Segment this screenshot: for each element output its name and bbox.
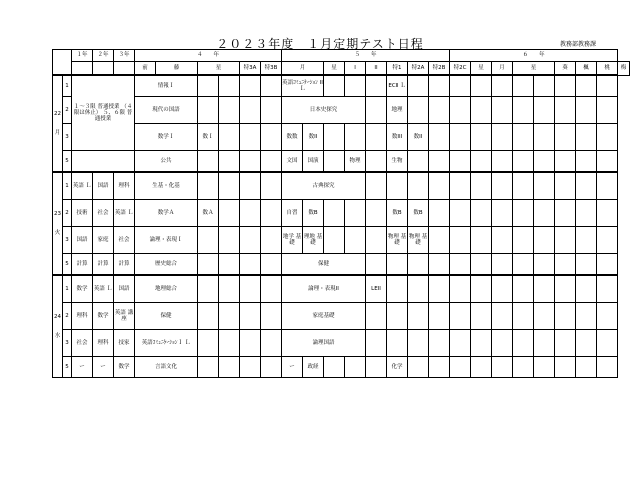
department-label: 教務部教務課 <box>560 41 597 48</box>
cell: 数B <box>387 200 408 227</box>
class-header: 月 <box>492 62 513 76</box>
cell: 日本史探究 <box>282 97 366 124</box>
cell: 数学Ｉ <box>135 124 198 151</box>
day-label: 24 水 <box>53 275 63 378</box>
cell: 英語 Ｌ <box>114 200 135 227</box>
header-row-classes <box>53 62 630 76</box>
cell: 自習 <box>282 200 303 227</box>
cell: 英語ｺﾐｭﾆｹｰｼｮﾝ II Ｌ <box>282 75 324 97</box>
cell: 保健 <box>135 303 198 330</box>
table-row <box>53 124 630 151</box>
class-header-blank <box>93 62 114 76</box>
table-row <box>53 200 630 227</box>
cell: 論理国語 <box>282 330 366 357</box>
cell: 計算 <box>93 254 114 276</box>
grade2-header: ２年 <box>93 50 114 62</box>
grade4-header: ４ 年 <box>135 50 282 62</box>
cell: 歴史総合 <box>135 254 198 276</box>
grade3-header: ３年 <box>114 50 135 62</box>
class-header: 特2C <box>450 62 471 76</box>
cell: ECⅡ Ｌ <box>387 75 408 97</box>
grade5-header: ５ 年 <box>282 50 450 62</box>
cell: 政経 <box>303 357 324 378</box>
period-label: 2 <box>63 200 72 227</box>
cell: 古典探究 <box>282 172 366 200</box>
corner-cell <box>53 50 72 76</box>
cell: 数学 <box>72 275 93 303</box>
period-label: 3 <box>63 330 72 357</box>
cell: 国語 <box>114 275 135 303</box>
cell: 国語 <box>72 227 93 254</box>
table-row <box>53 97 630 124</box>
cell: 文国 <box>282 151 303 173</box>
schedule-table <box>52 49 630 378</box>
class-header: 特2B <box>429 62 450 76</box>
cell: 論理・表現II <box>282 275 366 303</box>
class-header: 星 <box>513 62 555 76</box>
table-row <box>53 227 630 254</box>
cell: 理地 基礎 <box>303 227 324 254</box>
cell: 家庭基礎 <box>282 303 366 330</box>
class-header-blank <box>114 62 135 76</box>
cell: 数学 <box>93 303 114 330</box>
table-row <box>53 303 630 330</box>
cell: 理科 <box>72 303 93 330</box>
cell: 技家 <box>114 330 135 357</box>
cell: 技術 <box>72 200 93 227</box>
cell: 社会 <box>72 330 93 357</box>
cell: 生物 <box>387 151 408 173</box>
cell: 計算 <box>114 254 135 276</box>
class-header: 特2A <box>408 62 429 76</box>
class-header: 楓 <box>576 62 597 76</box>
grade1-header: １年 <box>72 50 93 62</box>
class-header: 星 <box>198 62 240 76</box>
class-header-blank <box>72 62 93 76</box>
cell: 保健 <box>282 254 366 276</box>
cell: 数Ａ <box>198 200 219 227</box>
class-header: 月 <box>282 62 324 76</box>
table-row <box>53 275 630 303</box>
day-label: 22 月 <box>53 75 63 172</box>
cell: 地学 基礎 <box>282 227 303 254</box>
class-header: 特1 <box>387 62 408 76</box>
table-row <box>53 151 630 173</box>
cell: 社会 <box>93 200 114 227</box>
table-row <box>53 75 630 97</box>
class-header: 桃 <box>597 62 618 76</box>
period-label: 2 <box>63 303 72 330</box>
cell: 公共 <box>135 151 198 173</box>
cell: ー <box>93 357 114 378</box>
class-header: 藤 <box>156 62 198 76</box>
class-header: 梅 <box>618 62 630 76</box>
day-label: 23 火 <box>53 172 63 275</box>
cell: 数B <box>303 200 324 227</box>
period-label: 3 <box>63 124 72 151</box>
period-label: 2 <box>63 97 72 124</box>
period-label: 1 <box>63 75 72 97</box>
grade6-header: ６ 年 <box>450 50 618 62</box>
cell: 物理 <box>345 151 366 173</box>
header-row-grades <box>53 50 630 62</box>
cell: ー <box>72 357 93 378</box>
cell: 数B <box>408 200 429 227</box>
cell: 数学Ａ <box>135 200 198 227</box>
cell: 地理 <box>387 97 408 124</box>
table-row <box>53 330 630 357</box>
cell: 国演 <box>303 151 324 173</box>
cell: 理科 <box>93 330 114 357</box>
cell: 社会 <box>114 227 135 254</box>
cell: 数数 <box>282 124 303 151</box>
cell: 数II <box>408 124 429 151</box>
cell: 英語 講座 <box>114 303 135 330</box>
period-label: 1 <box>63 172 72 200</box>
class-header: 星 <box>471 62 492 76</box>
table-row <box>53 254 630 276</box>
period-label: 5 <box>63 357 72 378</box>
period-label: 5 <box>63 254 72 276</box>
cell: LEII <box>366 275 387 303</box>
cell: 生基・化基 <box>135 172 198 200</box>
cell: 物理 基礎 <box>387 227 408 254</box>
class-header: I <box>345 62 366 76</box>
cell: 論理・表現Ｉ <box>135 227 198 254</box>
class-header: 特3B <box>261 62 282 76</box>
period-label: 3 <box>63 227 72 254</box>
cell: 物理 基礎 <box>408 227 429 254</box>
class-header: 葵 <box>555 62 576 76</box>
cell: 化学 <box>387 357 408 378</box>
class-header: 星 <box>324 62 345 76</box>
class-header: 特3A <box>240 62 261 76</box>
class-header: 前 <box>135 62 156 76</box>
cell: 情報Ｉ <box>135 75 198 97</box>
junior-note: １～３限 普通授業 （４限は休止） ５、６限 普通授業 <box>72 75 135 151</box>
cell: 地理総合 <box>135 275 198 303</box>
table-row <box>53 357 630 378</box>
cell: ー <box>282 357 303 378</box>
table-row <box>53 172 630 200</box>
cell: 現代の国語 <box>135 97 198 124</box>
cell: 英語ｺﾐｭﾆｹｰｼｮﾝＩ Ｌ <box>135 330 198 357</box>
cell: 国語 <box>93 172 114 200</box>
cell: 英語 Ｌ <box>72 172 93 200</box>
cell: 理科 <box>114 172 135 200</box>
cell: 数II <box>303 124 324 151</box>
page-title: ２０２３年度 １月定期テスト日程 <box>216 37 424 51</box>
period-label: 5 <box>63 151 72 173</box>
cell: 英語 Ｌ <box>93 275 114 303</box>
cell: 計算 <box>72 254 93 276</box>
cell: 数III <box>387 124 408 151</box>
cell: 数Ｉ <box>198 124 219 151</box>
cell: 数学 <box>114 357 135 378</box>
cell: 家庭 <box>93 227 114 254</box>
period-label: 1 <box>63 275 72 303</box>
class-header: II <box>366 62 387 76</box>
cell: 言語文化 <box>135 357 198 378</box>
